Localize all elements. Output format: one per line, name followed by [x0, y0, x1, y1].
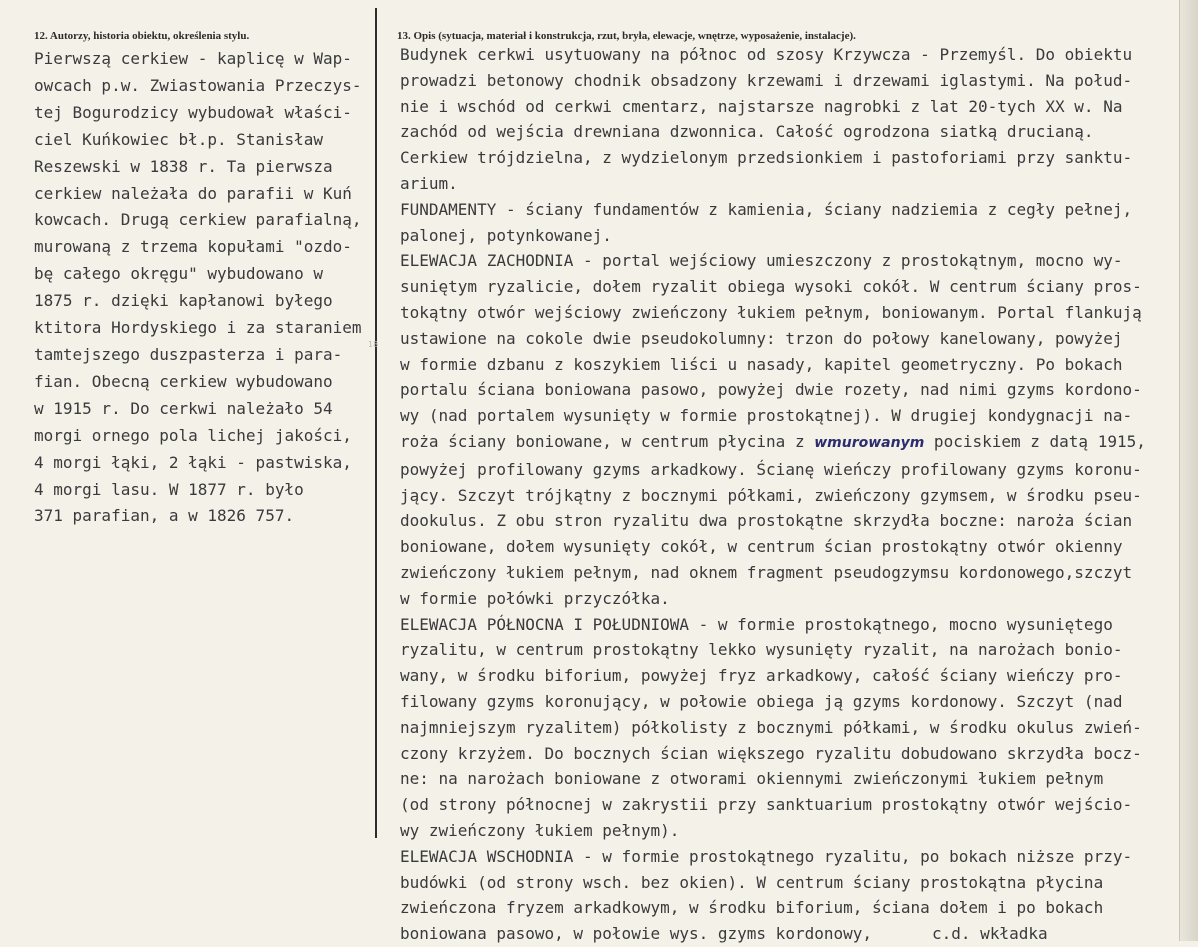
text-line: arium.	[400, 173, 458, 193]
text-line: w formie połówki przyczółka.	[400, 588, 670, 608]
text-line: ryzalitu, w centrum prostokątny lekko wysunięty ryzalit, na narożach bonio-	[400, 640, 1123, 660]
text-line: tokątny otwór wejściowy zwieńczony łukiem pełnym, boniowanym. Portal flankują	[400, 302, 1142, 322]
text-line: ciel Kuńkowiec bł.p. Stanisław	[34, 129, 323, 149]
text-line: bę całego okręgu" wybudowano w	[34, 264, 323, 284]
text-line: prowadzi betonowy chodnik obsadzony krzewami i drzewami iglastymi. Na połud-	[400, 70, 1133, 90]
text-line: cerkiew należała do parafii w Kuń	[34, 183, 352, 203]
text-line: ne: na narożach boniowane z otworami okiennymi zwieńczonymi łukiem pełnym	[400, 769, 1104, 789]
text-line: morgi ornego pola lichej jakości,	[34, 425, 352, 445]
page-edge	[1179, 0, 1198, 941]
text-line: palonej, potynkowanej.	[400, 225, 612, 245]
text-line: murowaną z trzema kopułami "ozdo-	[34, 237, 352, 257]
text-line: Cerkiew trójdzielna, z wydzielonym przedsionkiem i pastoforiami przy sanktu-	[400, 148, 1133, 168]
handwritten-insert: wmurowanym	[814, 434, 925, 451]
text-line: powyżej profilowany gzyms arkadkowy. Ścianę wieńczy profilowany gzyms koronu-	[400, 459, 1142, 479]
text-line: zwieńczony łukiem pełnym, nad oknem fragment pseudogzymsu kordonowego,szczyt	[400, 562, 1133, 582]
text-line: w 1915 r. Do cerkwi należało 54	[34, 398, 333, 418]
text-line: tej Bogurodzicy wybudował właści-	[34, 102, 352, 122]
section-12-heading: 12. Autorzy, historia obiektu, określenia stylu.	[34, 30, 250, 42]
description-text-block	[400, 42, 1180, 947]
text-line: Pierwszą cerkiew - kaplicę w Wap-	[34, 49, 352, 68]
text-line: jący. Szczyt trójkątny z bocznymi półkami, zwieńczony gzymsem, w środku pseu-	[400, 485, 1142, 505]
text-line: filowany gzyms koronujący, w połowie obiega ją gzyms kordonowy. Szczyt (nad	[400, 691, 1123, 711]
text-line: wy (nad portalem wysunięty w formie prostokątnej). W drugiej kondygnacji na-	[400, 406, 1133, 426]
text-line: portalu ściana boniowana pasowo, powyżej dwie rozety, nad nimi gzyms kordono-	[400, 380, 1142, 400]
text-line: zachód od wejścia drewniana dzwonnica. Całość ogrodzona siatką drucianą.	[400, 122, 1094, 142]
text-line: kowcach. Drugą cerkiew parafialną,	[34, 210, 362, 230]
text-line: owcach p.w. Zwiastowania Przeczys-	[34, 75, 362, 95]
text-line: 4 morgi łąki, 2 łąki - pastwiska,	[34, 452, 352, 472]
text-line: ustawione na cokole dwie pseudokolumny: trzon do połowy kanelowany, powyżej	[400, 328, 1123, 348]
text-line: Reszewski w 1838 r. Ta pierwsza	[34, 156, 333, 176]
text-line: 371 parafian, a w 1826 757.	[34, 506, 295, 526]
text-line: zwieńczona fryzem arkadkowym, w środku biforium, ściana dołem i po bokach	[400, 898, 1104, 918]
text-fragment: boniowana pasowo, w połowie wys. gzyms kordonowy,	[400, 924, 873, 944]
text-fragment: pociskiem z datą 1915,	[924, 431, 1146, 451]
text-line: Budynek cerkwi usytuowany na północ od szosy Krzywcza - Przemyśl. Do obiektu	[400, 45, 1133, 64]
text-line: ELEWACJA WSCHODNIA - w formie prostokątnego ryzalitu, po bokach niższe przy-	[400, 846, 1133, 866]
text-line: ktitora Hordyskiego i za staraniem	[34, 318, 362, 338]
text-line: 1875 r. dzięki kapłanowi byłego	[34, 291, 333, 311]
text-line: ELEWACJA ZACHODNIA - portal wejściowy umieszczony z prostokątnym, mocno wy-	[400, 251, 1123, 271]
text-line: (od strony północnej w zakrystii przy sanktuarium prostokątny otwór wejścio-	[400, 795, 1133, 815]
text-line: dookulus. Z obu stron ryzalitu dwa prostokątne skrzydła boczne: naroża ścian	[400, 511, 1133, 531]
text-line: fian. Obecną cerkiew wybudowano	[34, 371, 333, 391]
text-line	[400, 921, 1180, 947]
section-13-heading: 13. Opis (sytuacja, materiał i konstrukcja, rzut, bryła, elewacje, wnętrze, wyposażenie, instalacje).	[397, 30, 856, 42]
text-line: wany, w środku biforium, powyżej fryz arkadkowy, całość ściany wieńczy pro-	[400, 666, 1123, 686]
text-line: czony krzyżem. Do bocznych ścian większego ryzalitu dobudowano skrzydła bocz-	[400, 743, 1142, 763]
text-line: FUNDAMENTY - ściany fundamentów z kamienia, ściany nadziemia z cegły pełnej,	[400, 199, 1133, 219]
text-line	[400, 429, 1180, 457]
column-divider	[375, 8, 377, 838]
text-line: ELEWACJA PÓŁNOCNA I POŁUDNIOWA - w formie prostokątnego, mocno wysuniętego	[400, 614, 1113, 634]
history-text-block	[34, 46, 374, 530]
text-line: budówki (od strony wsch. bez okien). W centrum ściany prostokątna płycina	[400, 872, 1104, 892]
text-line: boniowane, dołem wysunięty cokół, w centrum ścian prostokątny otwór okienny	[400, 537, 1123, 557]
text-line: nie i wschód od cerkwi cmentarz, najstarsze nagrobki z lat 20-tych XX w. Na	[400, 96, 1123, 116]
text-line: 4 morgi lasu. W 1877 r. było	[34, 479, 304, 499]
text-fragment: roża ściany boniowane, w centrum płycina z	[400, 431, 815, 451]
text-line: najmniejszym ryzalitem) półkolisty z bocznymi półkami, w środku okulus zwień-	[400, 717, 1142, 737]
text-line: w formie dzbanu z koszykiem liści u nasady, kapitel geometryczny. Po bokach	[400, 354, 1123, 374]
margin-mark: 18	[368, 340, 379, 349]
text-line: wy zwieńczony łukiem pełnym).	[400, 820, 680, 840]
text-line: tamtejszego duszpasterza i para-	[34, 344, 343, 364]
continuation-note: c.d. wkładka	[932, 924, 1048, 944]
text-line: suniętym ryzalicie, dołem ryzalit obiega wysoki cokół. W centrum ściany pros-	[400, 277, 1142, 297]
